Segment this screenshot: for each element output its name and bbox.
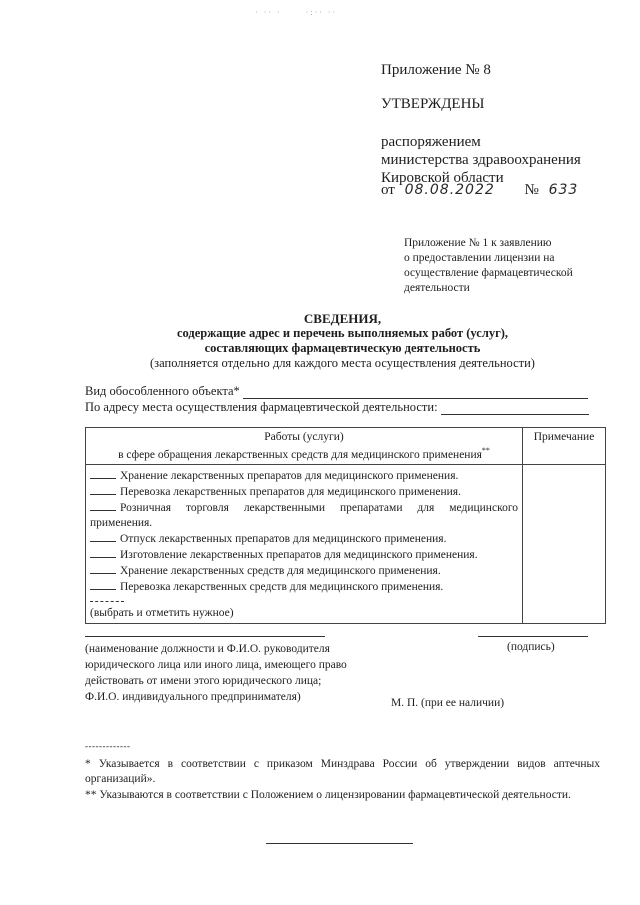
list-item[interactable]: Перевозка лекарственных средств для медицинского применения.: [90, 579, 518, 595]
bottom-line: [266, 843, 413, 844]
table-header-row: [86, 428, 606, 465]
works-column-header: [86, 428, 523, 465]
sub-appendix-line: деятельности: [404, 282, 470, 294]
address-label: По адресу места осуществления фармацевтической деятельности:: [85, 400, 438, 414]
checkbox-blank[interactable]: [90, 468, 116, 479]
approved-heading: УТВЕРЖДЕНЫ: [381, 96, 485, 112]
note-cell[interactable]: [523, 464, 606, 623]
works-header-line2: в сфере обращения лекарственных средств для медицинского применения**: [118, 446, 490, 461]
position-caption: [85, 641, 347, 705]
order-block: [381, 133, 581, 187]
note-column-header: Примечание: [523, 428, 606, 465]
footnote-2: ** Указываются в соответствии с Положением о лицензировании фармацевтической деятельности.: [85, 789, 571, 801]
double-asterisk: **: [481, 446, 490, 455]
title-note: (заполняется отдельно для каждого места осуществления деятельности): [150, 356, 535, 370]
position-caption-line: юридического лица или иного лица, имеющего право: [85, 659, 347, 671]
appendix-number: Приложение № 8: [381, 62, 491, 78]
address-input-line[interactable]: [441, 403, 589, 415]
works-table: [85, 427, 606, 624]
checkbox-blank[interactable]: [90, 547, 116, 558]
handwritten-date: 08.08.2022: [404, 182, 495, 198]
position-caption-line: Ф.И.О. индивидуального предпринимателя): [85, 691, 301, 703]
number-label: №: [524, 182, 539, 198]
footnote-1: * Указывается в соответствии с приказом Минздрава России об утверждении видов аптечных организаций».: [85, 758, 600, 785]
object-type-label: Вид обособленного объекта*: [85, 384, 240, 398]
list-item[interactable]: Отпуск лекарственных препаратов для медицинского применения.: [90, 531, 518, 547]
sub-appendix-line: о предоставлении лицензии на: [404, 252, 555, 264]
list-item[interactable]: Хранение лекарственных средств для медицинского применения.: [90, 563, 518, 579]
works-header-line1: Работы (услуги): [264, 431, 344, 443]
sub-appendix-line: осуществление фармацевтической: [404, 267, 573, 279]
handwritten-number: 633: [548, 182, 579, 198]
footnote-separator: -------------: [85, 741, 131, 751]
checkbox-blank[interactable]: [90, 531, 116, 542]
checkbox-blank[interactable]: [90, 563, 116, 574]
document-title: [85, 311, 600, 371]
sub-appendix-line: Приложение № 1 к заявлению: [404, 237, 552, 249]
works-list-cell: [86, 464, 523, 623]
list-item[interactable]: Перевозка лекарственных препаратов для медицинского применения.: [90, 484, 518, 500]
signature-caption: (подпись): [507, 641, 555, 653]
position-caption-line: действовать от имени этого юридического лица;: [85, 675, 322, 687]
title-line2: содержащие адрес и перечень выполняемых работ (услуг),: [176, 326, 509, 340]
title-line3: составляющих фармацевтическую деятельность: [204, 341, 481, 355]
order-line: распоряжением: [381, 134, 481, 150]
order-line: министерства здравоохранения: [381, 152, 581, 168]
object-type-input-line[interactable]: [243, 387, 588, 399]
position-caption-line: (наименование должности и Ф.И.О. руководителя: [85, 643, 330, 655]
list-item[interactable]: Изготовление лекарственных препаратов для медицинского применения.: [90, 547, 518, 563]
stamp-caption: М. П. (при ее наличии): [391, 697, 505, 709]
from-label: от: [381, 182, 395, 198]
table-row: [86, 464, 606, 623]
signature-line[interactable]: [478, 636, 588, 637]
order-line: Кировской области: [381, 170, 504, 186]
checkbox-blank[interactable]: [90, 484, 116, 495]
object-type-field: [85, 384, 588, 399]
position-signature-line[interactable]: [85, 636, 325, 637]
checkbox-blank[interactable]: [90, 579, 116, 590]
separator: [90, 601, 124, 602]
list-item[interactable]: Хранение лекарственных препаратов для медицинского применения.: [90, 468, 518, 484]
address-field: [85, 400, 589, 415]
list-item[interactable]: Розничная торговля лекарственными препаратами для медицинского применения.: [90, 501, 518, 529]
scan-artifact: · ·· · ·:·· ··: [255, 8, 338, 17]
checkbox-blank[interactable]: [90, 500, 116, 511]
sub-appendix: [404, 236, 573, 296]
title-main: СВЕДЕНИЯ,: [303, 311, 382, 326]
choose-note: (выбрать и отметить нужное): [90, 606, 234, 619]
order-date-line: [381, 182, 578, 199]
